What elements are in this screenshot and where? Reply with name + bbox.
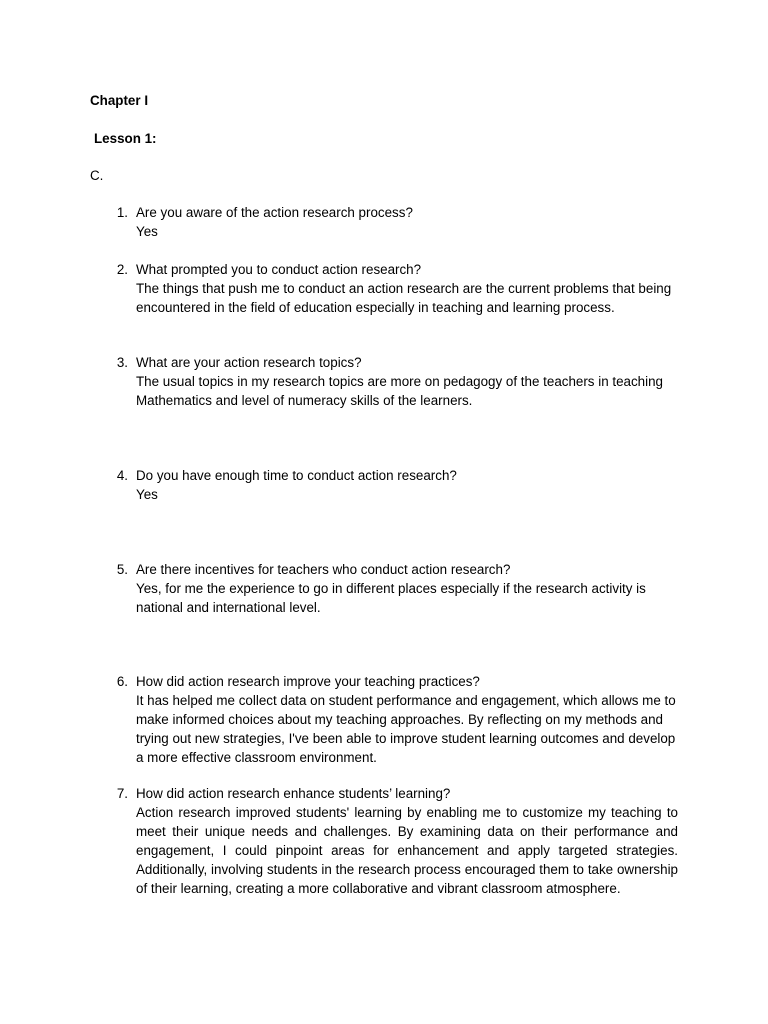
question-text: Are there incentives for teachers who conduct action research? [136,562,511,577]
lesson-heading: Lesson 1: [94,131,157,146]
answer-text: Yes, for me the experience to go in different places especially if the research activity is national and international level. [136,580,646,615]
chapter-heading: Chapter I [90,93,149,108]
list-item [110,673,678,768]
question-text: How did action research improve your teaching practices? [136,674,480,689]
item-number: 7. [116,786,128,801]
answer-text: Yes [136,486,158,502]
item-number: 6. [116,674,128,689]
item-number: 1. [116,205,128,220]
question-text: Do you have enough time to conduct action research? [136,468,457,483]
question-text: How did action research enhance students’ learning? [136,786,451,801]
list-item [110,261,678,318]
item-number: 2. [116,262,128,277]
item-number: 4. [116,468,128,483]
list-item [110,354,678,411]
answer-text: Yes [136,223,158,239]
question-text: Are you aware of the action research process? [136,205,413,220]
question-text: What are your action research topics? [136,355,362,370]
answer-text: Action research improved students' learning by enabling me to customize my teaching to meet their unique needs and challenges. By examining data on their performance and engagement, I could pinpoint areas for enhancement and apply targeted strategies. Additionally, involving students in the research process encouraged them to take ownership of their learning, creating a more collaborative and vibrant classroom atmosphere. [136,804,678,896]
item-number: 5. [116,562,128,577]
list-item [110,467,678,505]
section-label: C. [90,168,104,183]
question-text: What prompted you to conduct action research? [136,262,422,277]
list-item [110,561,678,618]
list-item [110,204,678,242]
answer-text: It has helped me collect data on student performance and engagement, which allows me to make informed choices about my teaching approaches. By reflecting on my methods and trying out new strategies, I've been able to improve student learning outcomes and develop a more effective classroom environment. [136,692,676,765]
item-number: 3. [116,355,128,370]
list-item [110,785,678,898]
answer-text: The usual topics in my research topics are more on pedagogy of the teachers in teaching Mathematics and level of numeracy skills of the learners. [136,373,663,408]
answer-text: The things that push me to conduct an action research are the current problems that being encountered in the field of education especially in teaching and learning process. [136,280,672,315]
